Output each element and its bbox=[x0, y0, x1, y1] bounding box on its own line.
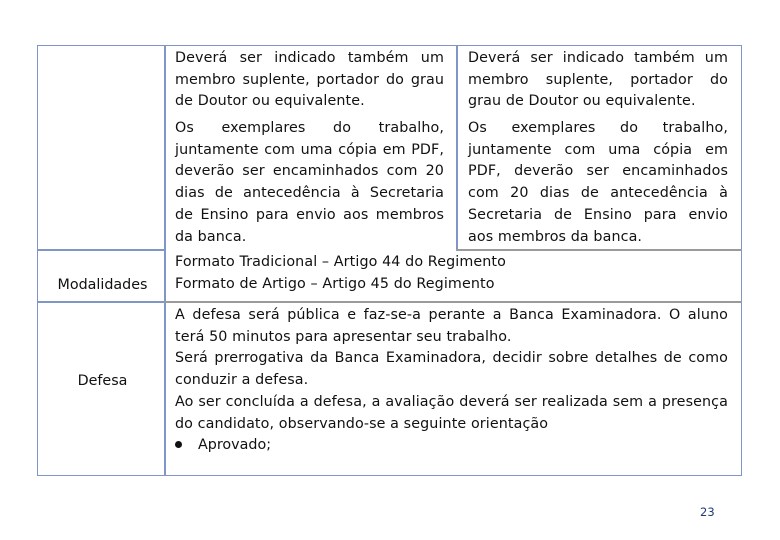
defesa-bullet-text: Aprovado; bbox=[198, 437, 272, 453]
modalidades-line-1: Formato Tradicional – Artigo 44 do Regimento bbox=[175, 254, 506, 270]
top-col-a-paragraph-2: Os exemplares do trabalho, juntamente com uma cópia em PDF, deverão ser encaminhados com 20 dias de antecedência à Secretaria de Ensino para envio aos membros da banca. bbox=[175, 120, 444, 245]
modalidades-line-2: Formato de Artigo – Artigo 45 do Regimento bbox=[175, 276, 495, 292]
table-divider-top-columns bbox=[456, 45, 458, 250]
table-divider-top-block-gray bbox=[456, 249, 742, 251]
table-divider-modalidades-gray bbox=[164, 301, 742, 303]
row-label-defesa: Defesa bbox=[77, 373, 128, 389]
top-col-a-paragraph-1: Deverá ser indicado também um membro suplente, portador do grau de Doutor ou equivalente. bbox=[175, 50, 444, 110]
row-label-modalidades: Modalidades bbox=[57, 277, 148, 293]
table-divider-modalidades bbox=[37, 301, 165, 303]
top-col-b-paragraph-2: Os exemplares do trabalho, juntamente com uma cópia em PDF, deverão ser encaminhados com 20 dias de antecedência à Secretaria de Ensino para envio aos membros da banca. bbox=[468, 120, 728, 245]
page-number: 23 bbox=[700, 505, 715, 519]
top-col-b-paragraph-1: Deverá ser indicado também um membro suplente, portador do grau de Doutor ou equivalente. bbox=[468, 50, 728, 110]
defesa-paragraph-1: A defesa será pública e faz-se-a perante a Banca Examinadora. O aluno terá 50 minutos para apresentar seu trabalho. bbox=[175, 307, 728, 345]
defesa-paragraph-3: Ao ser concluída a defesa, a avaliação deverá ser realizada sem a presença do candidato, observando‑se a seguinte orientação bbox=[175, 394, 728, 432]
defesa-bullet-item bbox=[175, 435, 271, 457]
table-divider-label-column bbox=[164, 45, 166, 476]
table-divider-top-block bbox=[37, 249, 165, 251]
bullet-icon bbox=[175, 441, 182, 448]
defesa-paragraph-2: Será prerrogativa da Banca Examinadora, decidir sobre detalhes de como conduzir a defesa. bbox=[175, 350, 728, 388]
